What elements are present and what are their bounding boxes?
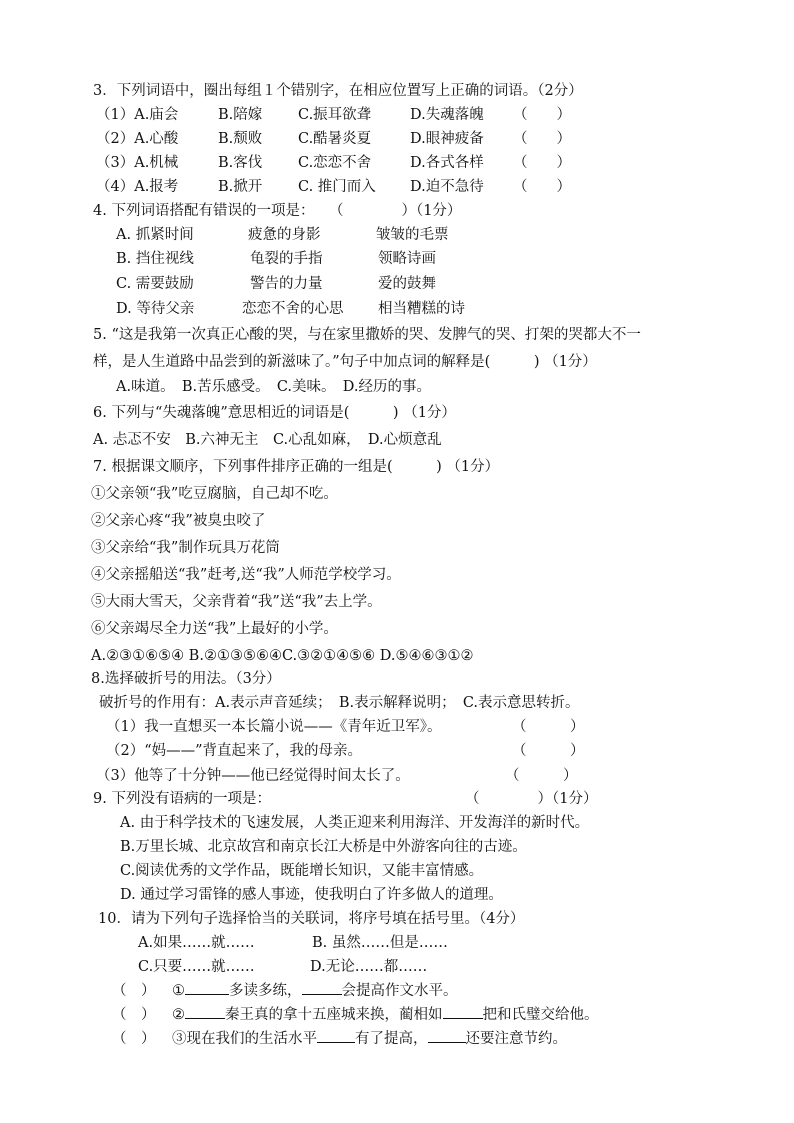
q10-option-d: D.无论……都…… [310, 959, 428, 975]
q10-s3-b: 有了提高， [355, 1031, 428, 1047]
q10-s1-paren: （ ） [112, 983, 156, 999]
q6-title: 6. 下列与“失魂落魄”意思相近的词语是( ) （1分） [93, 405, 456, 421]
q3-row-4-paren: （ ） [513, 179, 571, 195]
q4-row-a-2: 疲惫的身影 [248, 227, 321, 243]
q10-s3-a: ③现在我们的生活水平 [172, 1031, 317, 1047]
blank[interactable] [185, 1004, 225, 1019]
q6-options: A. 忐忑不安 B.六神无主 C.心乱如麻， D.心烦意乱 [93, 432, 442, 448]
q5-line-2: 样，是人生道路中品尝到的新滋味了。”句子中加点词的解释是( ) （1分） [93, 354, 597, 370]
q10-option-b: B. 虽然……但是…… [312, 935, 448, 951]
q9-title: 9. 下列没有语病的一项是： [93, 791, 271, 807]
q8-item-1: （1）我一直想买一本长篇小说——《青年近卫军》。 [106, 719, 442, 735]
q10-sentence-2 [172, 1004, 599, 1026]
q3-row-2-c: C.酷暑炎夏 [298, 131, 372, 147]
q9-option-d: D. 通过学习雷锋的感人事迹，使我明白了许多做人的道理。 [120, 887, 503, 903]
q3-row-2-paren: （ ） [513, 131, 571, 147]
q3-row-2-a: （2）A.心酸 [96, 131, 179, 147]
q3-row-1-a: （1）A.庙会 [96, 107, 179, 123]
q3-row-2-d: D.眼神疲备 [410, 131, 484, 147]
q10-s2-a: ② [172, 1007, 185, 1023]
q10-s2-b: 秦王真的拿十五座城来换，蔺相如 [225, 1007, 443, 1023]
q10-s2-paren: （ ） [112, 1007, 156, 1023]
q4-row-b-1: B. 挡住视线 [116, 251, 194, 267]
q3-row-4-b: B.掀开 [218, 179, 263, 195]
q3-row-3-b: B.客伐 [218, 155, 263, 171]
q9-option-a: A. 由于科学技术的飞速发展，人类正迎来利用海洋、开发海洋的新时代。 [120, 815, 590, 831]
q4-row-b-3: 领略诗画 [378, 251, 436, 267]
q9-option-b: B.万里长城、北京故宫和南京长江大桥是中外游客向往的古迹。 [120, 839, 527, 855]
q10-option-c: C.只要……就…… [138, 959, 255, 975]
q4-title: 4. 下列词语搭配有错误的一项是： （ ）（1分） [93, 203, 462, 219]
q5-options: A.味道。 B.苦乐感受。 C.美味。 D.经历的事。 [116, 379, 431, 395]
q9-option-c: C.阅读优秀的文学作品，既能增长知识，又能丰富情感。 [120, 863, 484, 879]
q3-row-4-d: D.迫不急待 [410, 179, 484, 195]
q7-options: A.②③①⑥⑤④ B.②①③⑤⑥④C.③②①④⑤⑥ D.⑤④⑥③①② [91, 648, 474, 664]
q4-row-c-1: C. 需要鼓励 [116, 276, 194, 292]
q8-item-2: （2）“妈——”背直起来了，我的母亲。 [106, 743, 363, 759]
q7-event-6: ⑥父亲竭尽全力送“我”上最好的小学。 [91, 621, 338, 637]
q4-row-d-2: 恋恋不舍的心思 [242, 301, 344, 317]
q3-row-3-d: D.各式各样 [410, 155, 484, 171]
blank[interactable] [302, 980, 342, 995]
q3-row-3-a: （3）A.机械 [96, 155, 179, 171]
q3-row-1-paren: （ ） [513, 107, 571, 123]
q4-row-b-2: 龟裂的手指 [250, 251, 323, 267]
q7-event-4: ④父亲摇船送“我”赶考,送“我”人师范学校学习。 [91, 567, 401, 583]
q7-event-5: ⑤大雨大雪天，父亲背着“我”送“我”去上学。 [91, 594, 382, 610]
blank[interactable] [443, 1004, 483, 1019]
q8-intro: 破折号的作用有：A.表示声音延续； B.表示解释说明； C.表示意思转折。 [99, 695, 580, 711]
q4-row-a-3: 皱皱的毛票 [376, 227, 449, 243]
q8-title: 8.选择破折号的用法。（3分） [91, 671, 281, 687]
q3-row-3-c: C.恋恋不舍 [298, 155, 372, 171]
q10-sentence-1 [172, 980, 458, 1002]
q8-item-2-paren: （ ） [512, 743, 585, 759]
q10-s1-b: 多读多练， [229, 983, 302, 999]
q3-row-1-c: C.振耳欲聋 [298, 107, 372, 123]
q5-line-1: 5. “这是我第一次真正心酸的哭，与在家里撒娇的哭、发脾气的哭、打架的哭都大不一 [93, 327, 641, 343]
q8-item-3-paren: （ ） [505, 768, 578, 784]
q10-sentence-3 [172, 1028, 567, 1050]
q7-event-2: ②父亲心疼“我”被臭虫咬了 [91, 513, 266, 529]
q7-event-1: ①父亲领“我”吃豆腐脑，自己却不吃。 [91, 486, 338, 502]
q10-title: 10．请为下列句子选择恰当的关联词，将序号填在括号里。（4分） [98, 911, 525, 927]
q3-row-1-d: D.失魂落魄 [410, 107, 484, 123]
blank[interactable] [317, 1028, 355, 1043]
blank[interactable] [185, 980, 229, 995]
q4-row-c-2: 警告的力量 [250, 276, 323, 292]
q3-row-4-c: C. 推门而入 [298, 179, 376, 195]
q4-row-a-1: A. 抓紧时间 [116, 227, 194, 243]
q10-s2-c: 把和氏璧交给他。 [482, 1007, 599, 1023]
blank[interactable] [428, 1028, 466, 1043]
q3-title: 3．下列词语中，圈出每组１个错别字，在相应位置写上正确的词语。（2分） [93, 83, 583, 99]
q9-paren: （ ）（1分） [465, 791, 598, 807]
q3-row-1-b: B.陪嫁 [218, 107, 263, 123]
q3-row-4-a: （4）A.报考 [96, 179, 179, 195]
q7-event-3: ③父亲给“我”制作玩具万花筒 [91, 540, 280, 556]
q10-s3-paren: （ ） [112, 1031, 156, 1047]
q10-s1-a: ① [172, 983, 185, 999]
q10-s3-c: 还要注意节约。 [465, 1031, 567, 1047]
q10-s1-c: 会提高作文水平。 [341, 983, 458, 999]
q3-row-3-paren: （ ） [513, 155, 571, 171]
q10-option-a: A.如果……就…… [138, 935, 255, 951]
q4-row-c-3: 爱的鼓舞 [378, 276, 436, 292]
q7-title: 7. 根据课文顺序，下列事件排序正确的一组是( ) （1分） [93, 459, 500, 475]
q4-row-d-1: D. 等待父亲 [116, 301, 195, 317]
q3-row-2-b: B.颓败 [218, 131, 263, 147]
q8-item-3: （3）他等了十分钟——他已经觉得时间太长了。 [96, 768, 410, 784]
q8-item-1-paren: （ ） [512, 719, 585, 735]
q4-row-d-3: 相当糟糕的诗 [378, 301, 465, 317]
